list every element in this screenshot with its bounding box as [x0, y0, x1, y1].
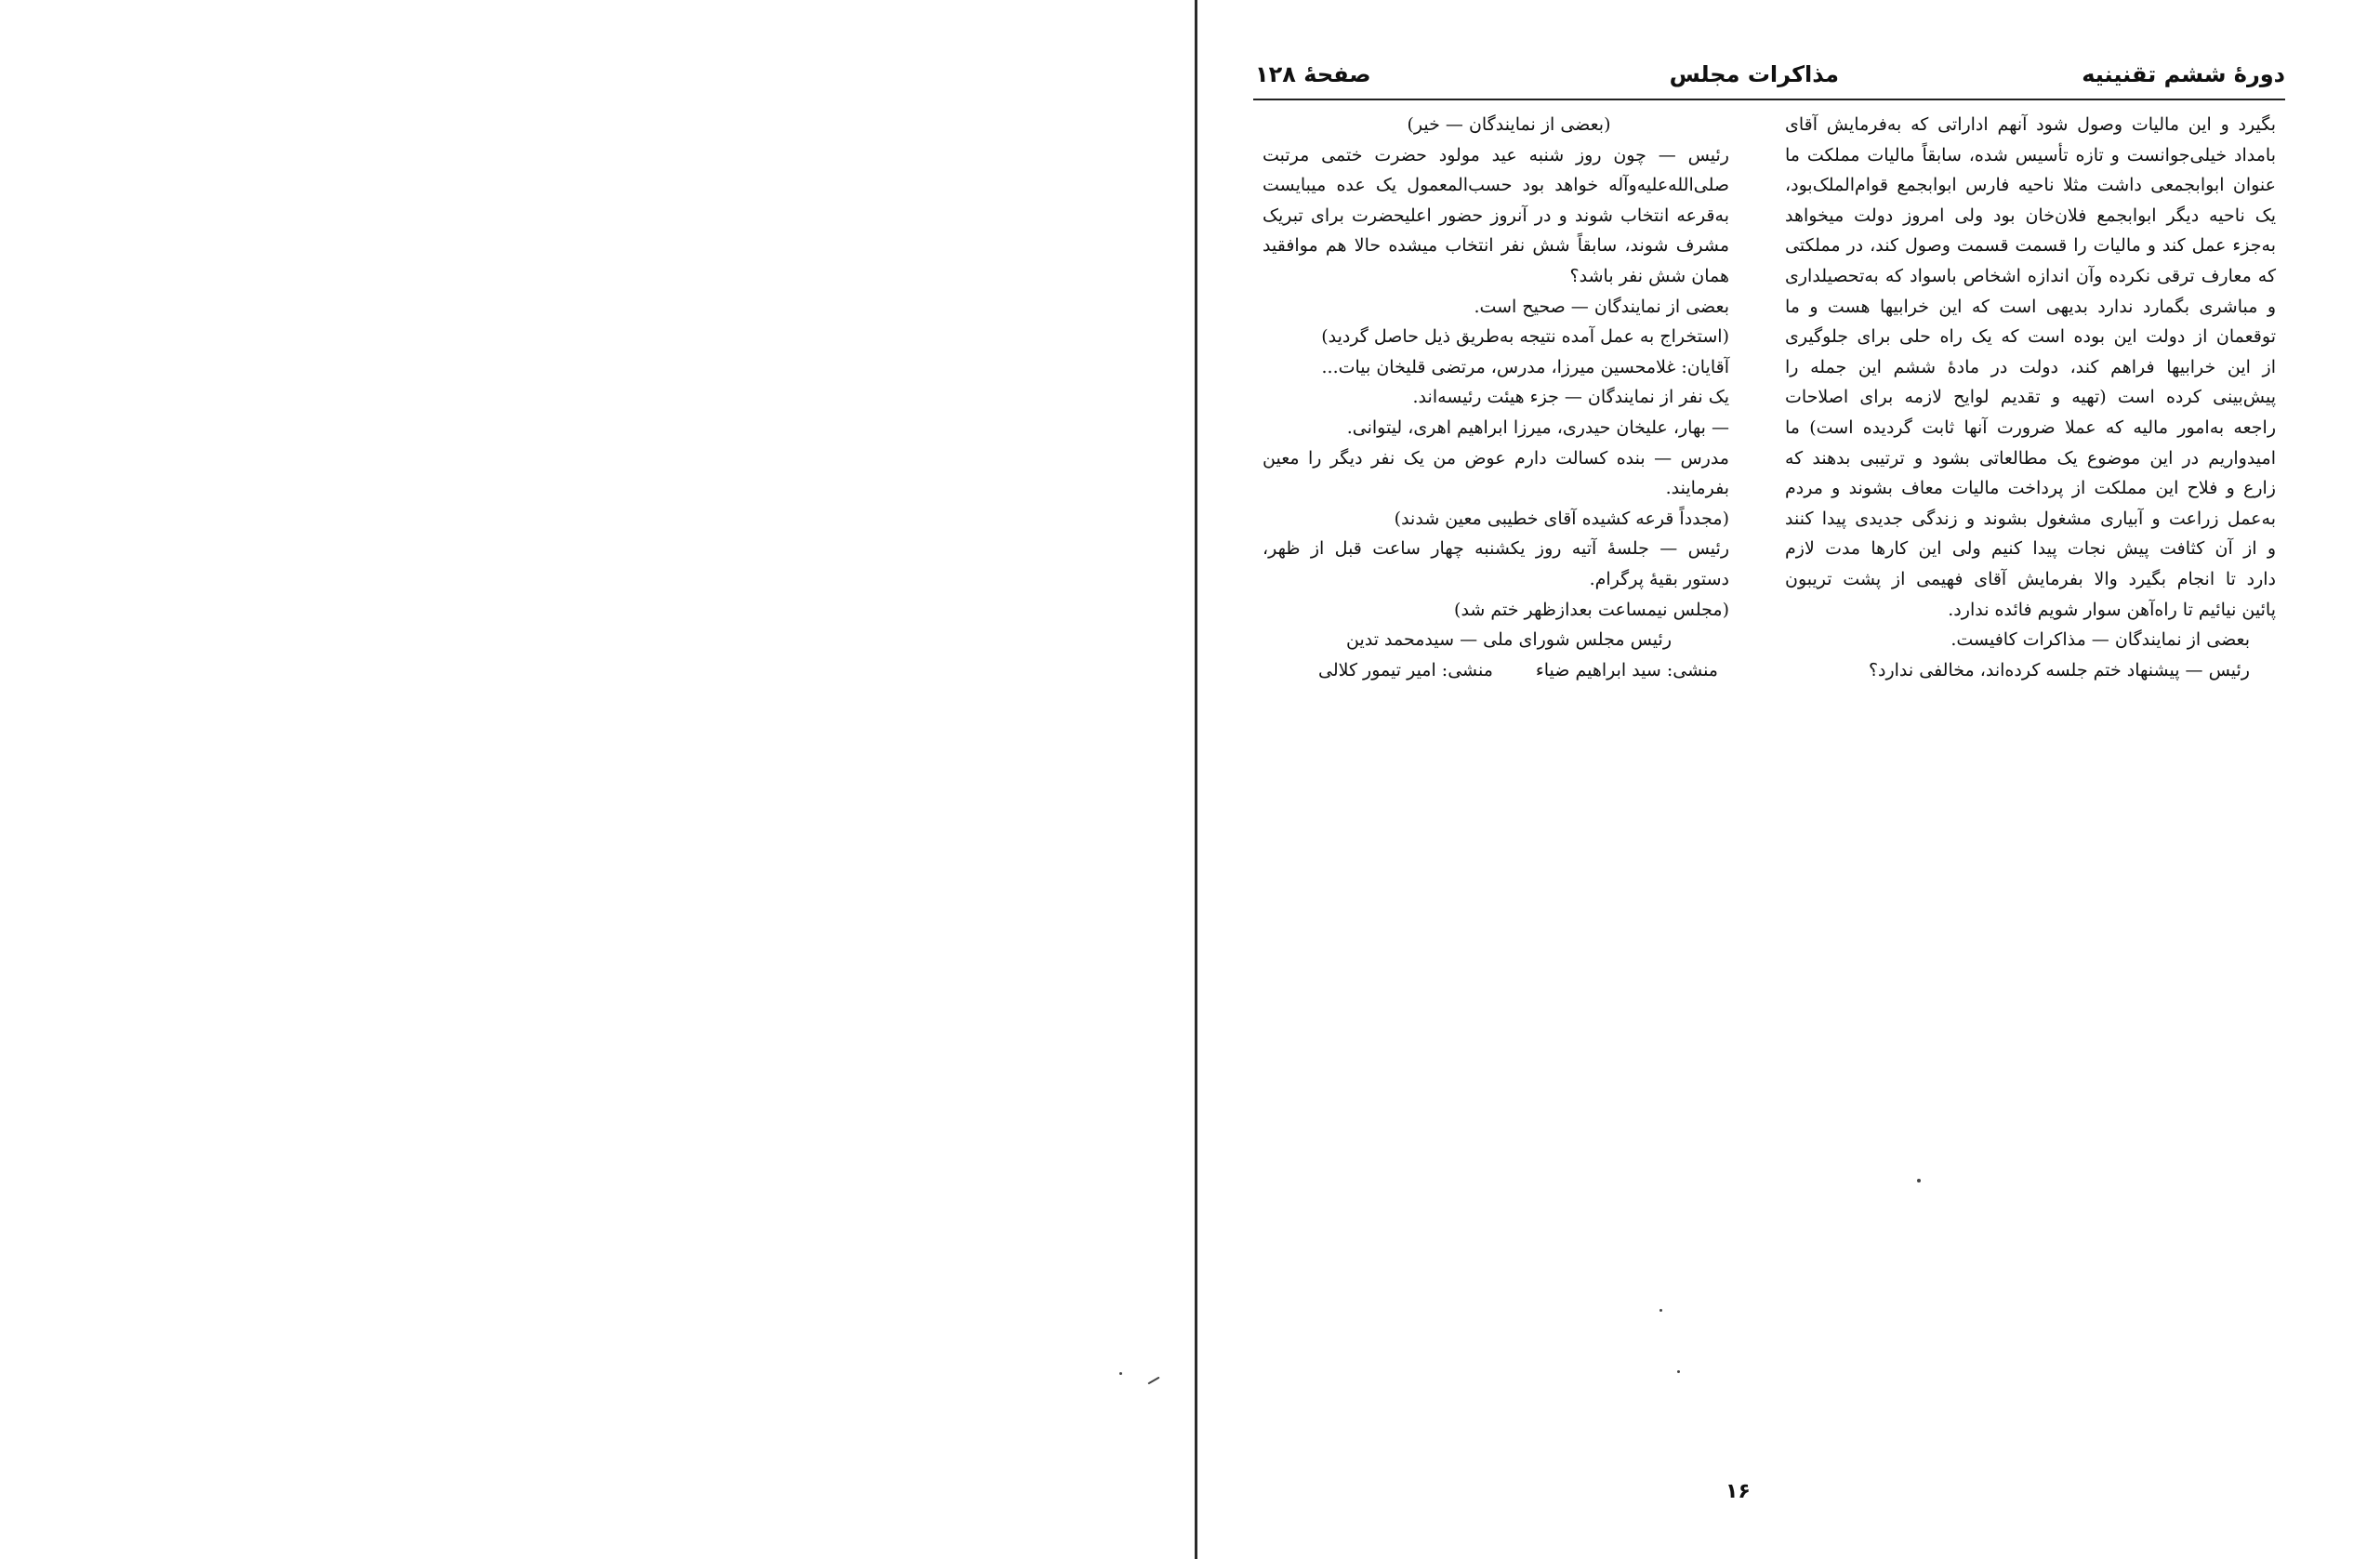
- transcript-paragraph: رئیس — جلسهٔ آتیه روز یکشنبه چهار ساعت قبل از ظهر، دستور بقیهٔ پرگرام.: [1263, 538, 1729, 589]
- transcript-paragraph: (بعضی از نمایندگان — خیر): [1407, 114, 1611, 135]
- signature-president: رئیس مجلس شورای ملی — سیدمحمد تدین: [1345, 629, 1672, 651]
- body-line: یک ناحیه دیگر ابوابجمع فلان‌خان بود ولی امروز دولت میخواهد: [1785, 205, 2276, 226]
- body-line: و از آن کثافت پیش نجات پیدا کنیم ولی این کارها مدت لازم: [1785, 538, 2276, 560]
- scan-speck: [1677, 1370, 1680, 1373]
- left-text-column: [1263, 110, 1755, 685]
- header-session: دورهٔ ششم تقنینیه: [2082, 61, 2285, 87]
- right-text-column: [1785, 110, 2276, 685]
- transcript-paragraph: یک نفر از نمایندگان — جزء هیئت رئیسه‌اند.: [1412, 387, 1729, 408]
- speaker-line: رئیس — پیشنهاد ختم جلسه کرده‌اند، مخالفی ندارد؟: [1868, 659, 2250, 680]
- body-line: و مباشری بگمارد ندارد بدیهی است که این خرابیها هست و ما: [1785, 296, 2276, 317]
- body-line: که معارف ترقی نکرده وآن اندازه اشخاص باسواد که به‌تحصیلداری: [1785, 265, 2276, 286]
- signature-secretary-1: منشی: سید ابراهیم ضیاء: [1535, 659, 1718, 680]
- scan-speck: [1119, 1372, 1122, 1375]
- scan-speck: [1917, 1179, 1921, 1182]
- transcript-paragraph: رئیس — چون روز شنبه عید مولود حضرت ختمی مرتبت صلی‌الله‌علیه‌وآله خواهد بود حسب‌المعمول یک عده میبایست به‌قرعه انتخاب شوند و در آنروز حضور اعلیحضرت برای تبریک مشرف شوند، سابقاً شش نفر انتخاب میشده حالا هم موافقید همان شش نفر باشد؟: [1263, 144, 1729, 286]
- page-gutter-divider: [1195, 0, 1197, 1559]
- body-line: دارد تا انجام بگیرد والا بفرمایش آقای فهیمی از پشت تریبون: [1785, 568, 2276, 589]
- body-line: از این خرابیها فراهم کند، دولت در مادهٔ ششم این جمله را: [1785, 356, 2276, 377]
- body-line: راجعه به‌امور مالیه که عملا ضرورت آنها ثابت گردیده است) ما: [1785, 416, 2276, 438]
- body-line: توقعمان از دولت این بوده است که یک راه حلی برای جلوگیری: [1785, 326, 2276, 348]
- body-line: بگیرد و این مالیات وصول شود آنهم اداراتی که به‌فرمایش آقای: [1785, 114, 2276, 135]
- scan-speck: [1659, 1309, 1662, 1312]
- header-rule: [1253, 99, 2285, 100]
- body-line: بامداد خیلی‌جوانست و تازه تأسیس شده، سابقاً مالیات مملکت ما: [1785, 144, 2276, 165]
- transcript-paragraph: آقایان: غلامحسین میرزا، مدرس، مرتضی قلیخان بیات...: [1321, 356, 1729, 377]
- body-line: به‌عمل زراعت و آبیاری مشغول بشوند و زندگی جدیدی پیدا کنند: [1785, 508, 2276, 529]
- transcript-paragraph: (مجلس نیمساعت بعدازظهر ختم شد): [1454, 599, 1729, 620]
- body-line: عنوان ابوابجمعی داشت مثلا ناحیه فارس ابوابجمع قوام‌الملک‌بود،: [1785, 175, 2276, 196]
- transcript-paragraph: (استخراج به عمل آمده نتیجه به‌طریق ذیل حاصل گردید): [1321, 326, 1729, 348]
- body-line: به‌جزء عمل کند و مالیات را قسمت قسمت وصول کند، در مملکتی: [1785, 235, 2276, 257]
- body-line: امیدواریم در این موضوع یک مطالعاتی بشود و ترتیبی بدهند که: [1785, 447, 2276, 469]
- transcript-paragraph: بعضی از نمایندگان — صحیح است.: [1474, 296, 1729, 317]
- header-page-label: صفحهٔ ۱۲۸: [1255, 61, 1371, 87]
- signature-secretaries: [1263, 655, 1755, 686]
- page-number: ۱۶: [1726, 1480, 1751, 1503]
- body-line: پائین نیائیم تا راه‌آهن سوار شویم فائده ندارد.: [1948, 599, 2276, 620]
- transcript-paragraph: — بهار، علیخان حیدری، میرزا ابراهیم اهری، لیتوانی.: [1346, 416, 1729, 438]
- transcript-paragraph: مدرس — بنده کسالت دارم عوض من یک نفر دیگر را معین بفرمایند.: [1263, 447, 1729, 499]
- running-header: [1255, 61, 2285, 99]
- transcript-paragraph: (مجدداً قرعه کشیده آقای خطیبی معین شدند): [1394, 508, 1729, 529]
- body-line: پیش‌بینی کرده است (تهیه و تقدیم لوایح لازمه برای اصلاحات: [1785, 387, 2276, 408]
- header-title: مذاکرات مجلس: [1669, 61, 1839, 87]
- speaker-line: بعضی از نمایندگان — مذاکرات کافیست.: [1950, 629, 2250, 651]
- signature-secretary-2: منشی: امیر تیمور کلالی: [1318, 659, 1493, 680]
- right-page: [1199, 0, 2380, 1559]
- body-line: زارع و فلاح این مملکت از پرداخت مالیات معاف بشوند و مردم: [1785, 478, 2276, 499]
